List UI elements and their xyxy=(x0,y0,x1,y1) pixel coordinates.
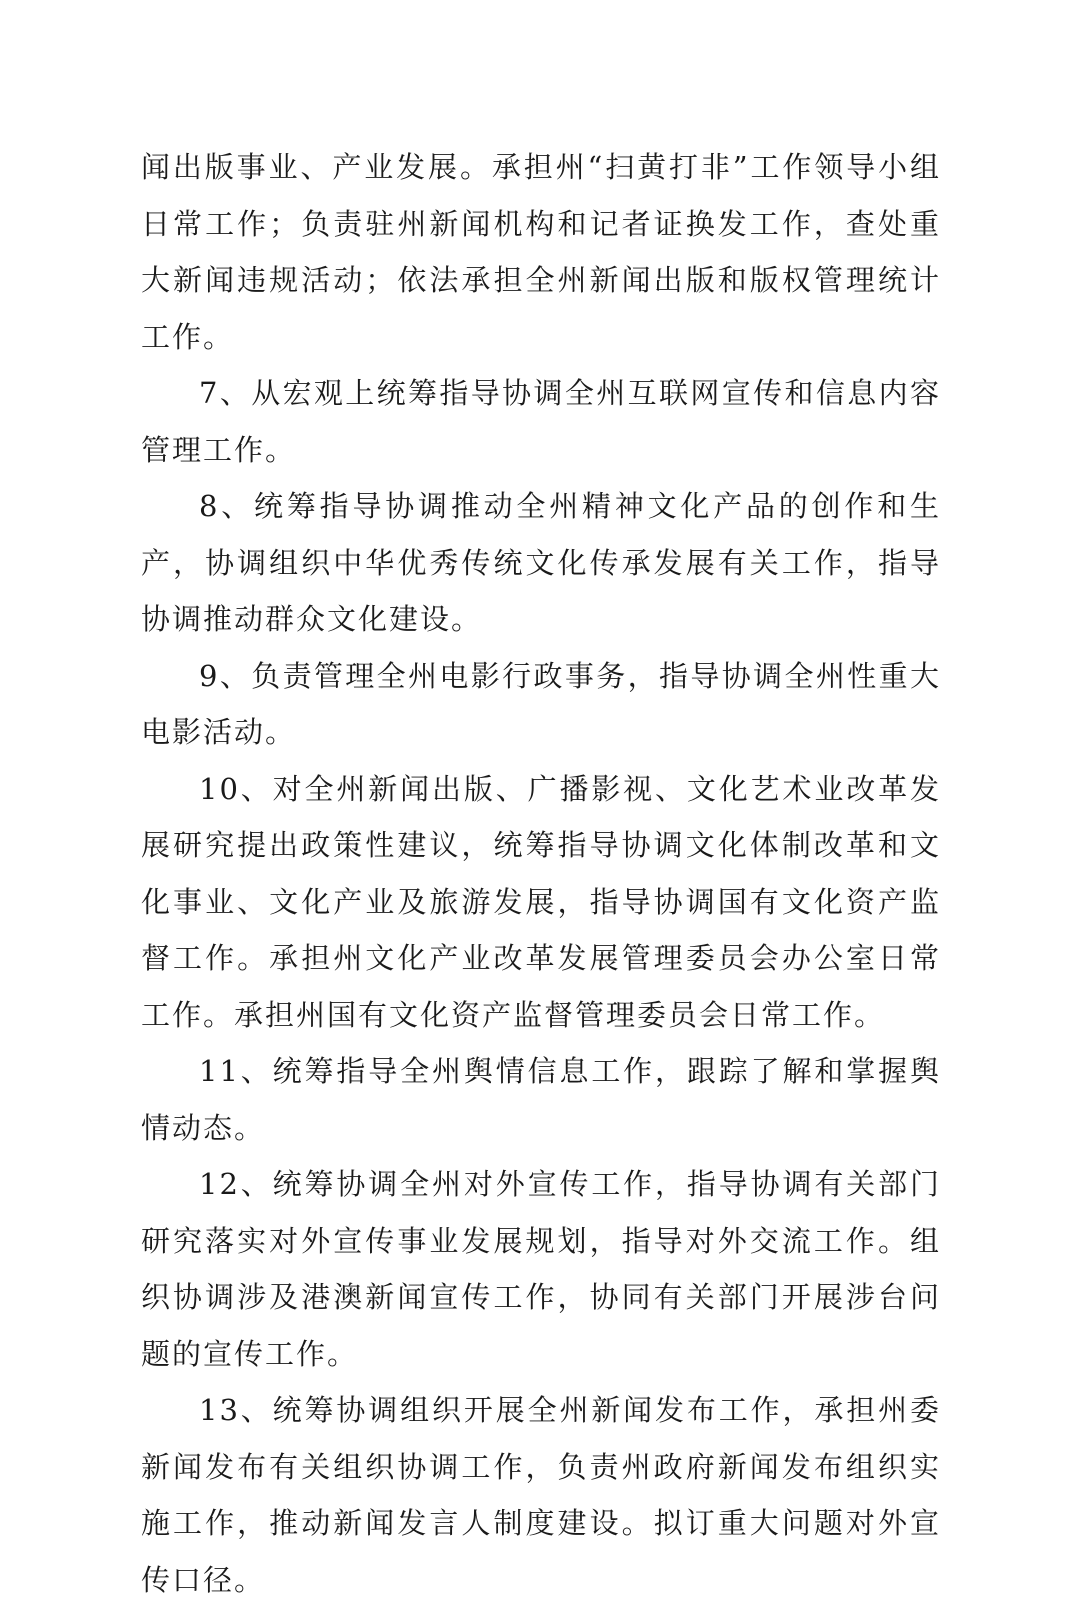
paragraph-item-7: 7、从宏观上统筹指导协调全州互联网宣传和信息内容管理工作。 xyxy=(141,376,941,467)
paragraph-item-8: 8、统筹指导协调推动全州精神文化产品的创作和生产，协调组织中华优秀传统文化传承发展有关工作，指导协调推动群众文化建设。 xyxy=(141,489,941,636)
paragraph-item-9: 9、负责管理全州电影行政事务，指导协调全州性重大电影活动。 xyxy=(141,658,941,749)
paragraph-item-11: 11、统筹指导全州舆情信息工作，跟踪了解和掌握舆情动态。 xyxy=(141,1054,941,1145)
paragraph-item-13: 13、统筹协调组织开展全州新闻发布工作，承担州委新闻发布有关组织协调工作，负责州政府新闻发布组织实施工作，推动新闻发言人制度建设。拟订重大问题对外宣传口径。 xyxy=(141,1393,941,1597)
paragraph-item-12: 12、统筹协调全州对外宣传工作，指导协调有关部门研究落实对外宣传事业发展规划，指导对外交流工作。组织协调涉及港澳新闻宣传工作，协同有关部门开展涉台问题的宣传工作。 xyxy=(141,1167,941,1371)
paragraph-continuation: 闻出版事业、产业发展。承担州“扫黄打非”工作领导小组日常工作；负责驻州新闻机构和记者证换发工作，查处重大新闻违规活动；依法承担全州新闻出版和版权管理统计工作。 xyxy=(141,150,941,354)
paragraph-item-10: 10、对全州新闻出版、广播影视、文化艺术业改革发展研究提出政策性建议，统筹指导协调文化体制改革和文化事业、文化产业及旅游发展，指导协调国有文化资产监督工作。承担州文化产业改革发展管理委员会办公室日常工作。承担州国有文化资产监督管理委员会日常工作。 xyxy=(141,771,941,1032)
document-body xyxy=(141,139,941,1608)
